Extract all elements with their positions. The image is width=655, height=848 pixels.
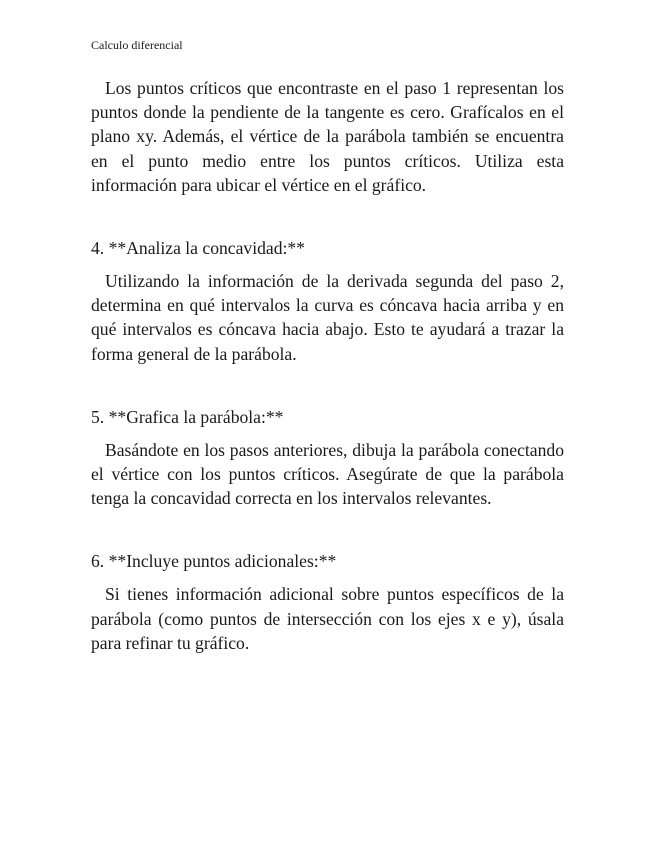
step-5-paragraph: Basándote en los pasos anteriores, dibuja la parábola conectando el vértice con los puntos críticos. Asegúrate de que la parábola tenga la concavidad correcta en los intervalos relevantes. [91,439,564,509]
step-5-section [91,405,564,511]
step-5-heading: 5. **Grafica la parábola:** [91,406,284,427]
step-6-section [91,549,564,655]
step-4-paragraph: Utilizando la información de la derivada segunda del paso 2, determina en qué intervalos la curva es cóncava hacia arriba y en qué intervalos es cóncava hacia abajo. Esto te ayudará a trazar la forma general de la parábola. [91,271,564,364]
step-6-paragraph: Si tienes información adicional sobre puntos específicos de la parábola (como puntos de intersección con los ejes x e y), úsala para refinar tu gráfico. [91,584,564,653]
running-header: Calculo diferencial [91,38,183,52]
step-6-heading: 6. **Incluye puntos adicionales:** [91,551,337,572]
document-body [91,76,564,655]
step-4-heading: 4. **Analiza la concavidad:** [91,238,305,259]
step-4-section [91,236,564,366]
intro-paragraph: Los puntos críticos que encontraste en el paso 1 representan los puntos donde la pendiente de la tangente es cero. Grafícalos en el plano xy. Además, el vértice de la parábola también se encuentra en el punto medio entre los puntos críticos. Utiliza esta información para ubicar el vértice en el gráfico. [91,78,564,195]
